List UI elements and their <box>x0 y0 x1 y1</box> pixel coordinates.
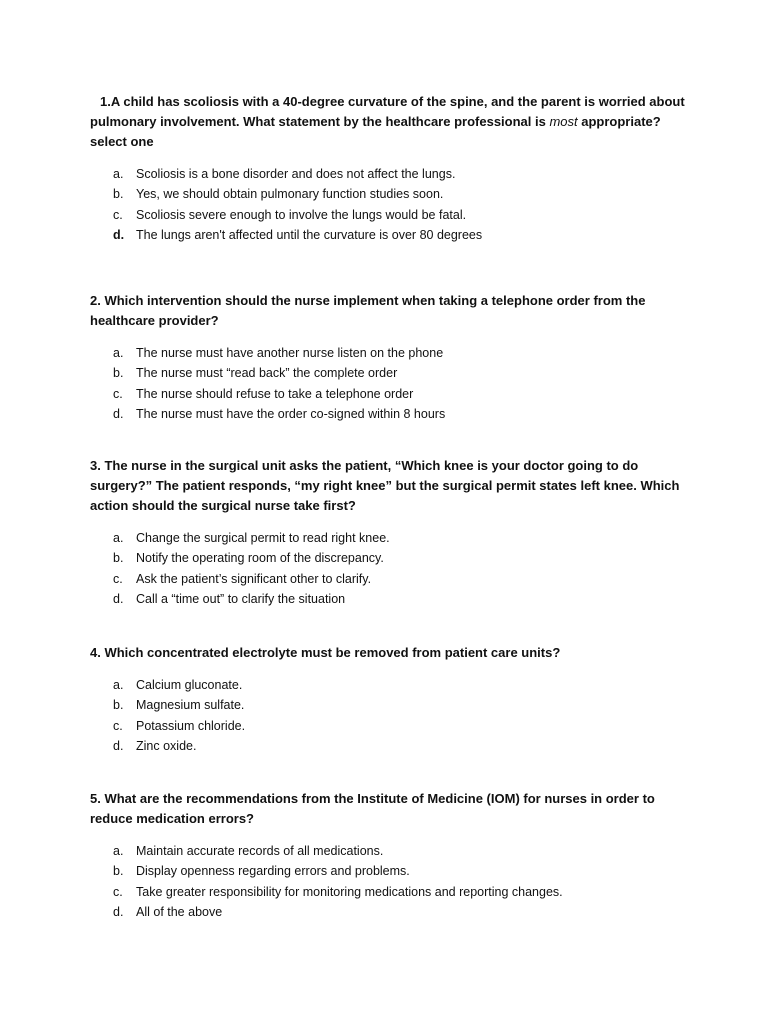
option-letter: b. <box>113 551 124 566</box>
question-1-number: 1. <box>100 94 111 109</box>
question-1-emphasis: most <box>549 114 578 129</box>
option-letter: a. <box>113 531 124 545</box>
option-letter: d. <box>113 406 124 421</box>
option-3a <box>90 528 690 548</box>
option-letter: c. <box>113 718 123 733</box>
option-text: Ask the patient’s significant other to clarify. <box>136 571 372 586</box>
option-3c <box>90 569 690 589</box>
question-2-options <box>90 343 690 424</box>
option-letter: a. <box>113 678 124 692</box>
option-letter: c. <box>113 207 123 222</box>
option-text: Magnesium sulfate. <box>136 698 245 713</box>
option-text: The lungs aren't affected until the curvature is over 80 degrees <box>136 227 483 242</box>
question-3-options <box>90 528 690 609</box>
option-2d <box>90 404 690 424</box>
question-3 <box>90 456 690 609</box>
option-letter: b. <box>113 698 124 713</box>
question-2-text: 2. Which intervention should the nurse implement when taking a telephone order from the healthcare provider? <box>90 293 646 328</box>
option-text: Scoliosis is a bone disorder and does not affect the lungs. <box>136 167 456 181</box>
option-1c <box>90 205 690 225</box>
option-letter: a. <box>113 167 124 181</box>
option-text: Potassium chloride. <box>136 718 246 733</box>
option-letter: a. <box>113 346 124 360</box>
option-1d <box>90 225 690 245</box>
question-1-text-part1: A child has scoliosis with a 40-degree curvature of the spine, and the parent is worried about pulmonary involvement. What statement by the healthcare professional is <box>90 94 685 129</box>
question-5-options <box>90 841 690 922</box>
option-letter: b. <box>113 187 124 202</box>
question-2 <box>90 291 690 424</box>
option-text: The nurse must have another nurse listen on the phone <box>136 346 444 360</box>
option-2c <box>90 384 690 404</box>
option-text: Call a “time out” to clarify the situation <box>136 591 346 606</box>
option-1a <box>90 164 690 184</box>
question-3-text: 3. The nurse in the surgical unit asks the patient, “Which knee is your doctor going to do surgery?” The patient responds, “my right knee” but the surgical permit states left knee. Which action should the surgical nurse take first? <box>90 458 680 513</box>
option-text: The nurse should refuse to take a telephone order <box>136 386 414 401</box>
option-letter: b. <box>113 366 124 381</box>
option-4c <box>90 716 690 736</box>
question-4 <box>90 643 690 756</box>
option-4b <box>90 695 690 715</box>
option-letter: c. <box>113 884 123 899</box>
question-5 <box>90 789 690 922</box>
option-5a <box>90 841 690 861</box>
question-1-options <box>90 164 690 245</box>
option-text: Notify the operating room of the discrepancy. <box>136 551 384 566</box>
option-text: Scoliosis severe enough to involve the lungs would be fatal. <box>136 207 467 222</box>
option-letter: c. <box>113 386 123 401</box>
option-text: All of the above <box>136 904 223 919</box>
option-5c <box>90 882 690 902</box>
option-3d <box>90 589 690 609</box>
option-2a <box>90 343 690 363</box>
option-letter: d. <box>113 591 124 606</box>
option-5d <box>90 902 690 922</box>
question-4-text: 4. Which concentrated electrolyte must be removed from patient care units? <box>90 645 561 660</box>
option-text: Calcium gluconate. <box>136 678 243 692</box>
option-letter: b. <box>113 864 124 879</box>
option-1b <box>90 184 690 204</box>
option-text: The nurse must “read back” the complete order <box>136 366 398 381</box>
option-text: The nurse must have the order co-signed within 8 hours <box>136 406 446 421</box>
option-text: Change the surgical permit to read right knee. <box>136 531 390 545</box>
option-letter: d. <box>113 904 124 919</box>
option-text: Yes, we should obtain pulmonary function studies soon. <box>136 187 444 202</box>
option-text: Maintain accurate records of all medications. <box>136 844 384 858</box>
question-4-options <box>90 675 690 756</box>
option-letter: a. <box>113 844 124 858</box>
option-letter: d. <box>113 227 125 242</box>
option-text: Take greater responsibility for monitoring medications and reporting changes. <box>136 884 563 899</box>
option-letter: d. <box>113 738 124 753</box>
option-text: Display openness regarding errors and problems. <box>136 864 410 879</box>
option-text: Zinc oxide. <box>136 738 197 753</box>
option-2b <box>90 363 690 383</box>
option-4a <box>90 675 690 695</box>
option-4d <box>90 736 690 756</box>
question-1-text <box>90 92 690 152</box>
option-5b <box>90 861 690 881</box>
question-1-text-part2: appropriate? select one <box>90 114 661 149</box>
option-letter: c. <box>113 571 123 586</box>
question-5-text: 5. What are the recommendations from the Institute of Medicine (IOM) for nurses in order to reduce medication errors? <box>90 791 655 826</box>
question-1 <box>90 92 690 245</box>
option-3b <box>90 548 690 568</box>
